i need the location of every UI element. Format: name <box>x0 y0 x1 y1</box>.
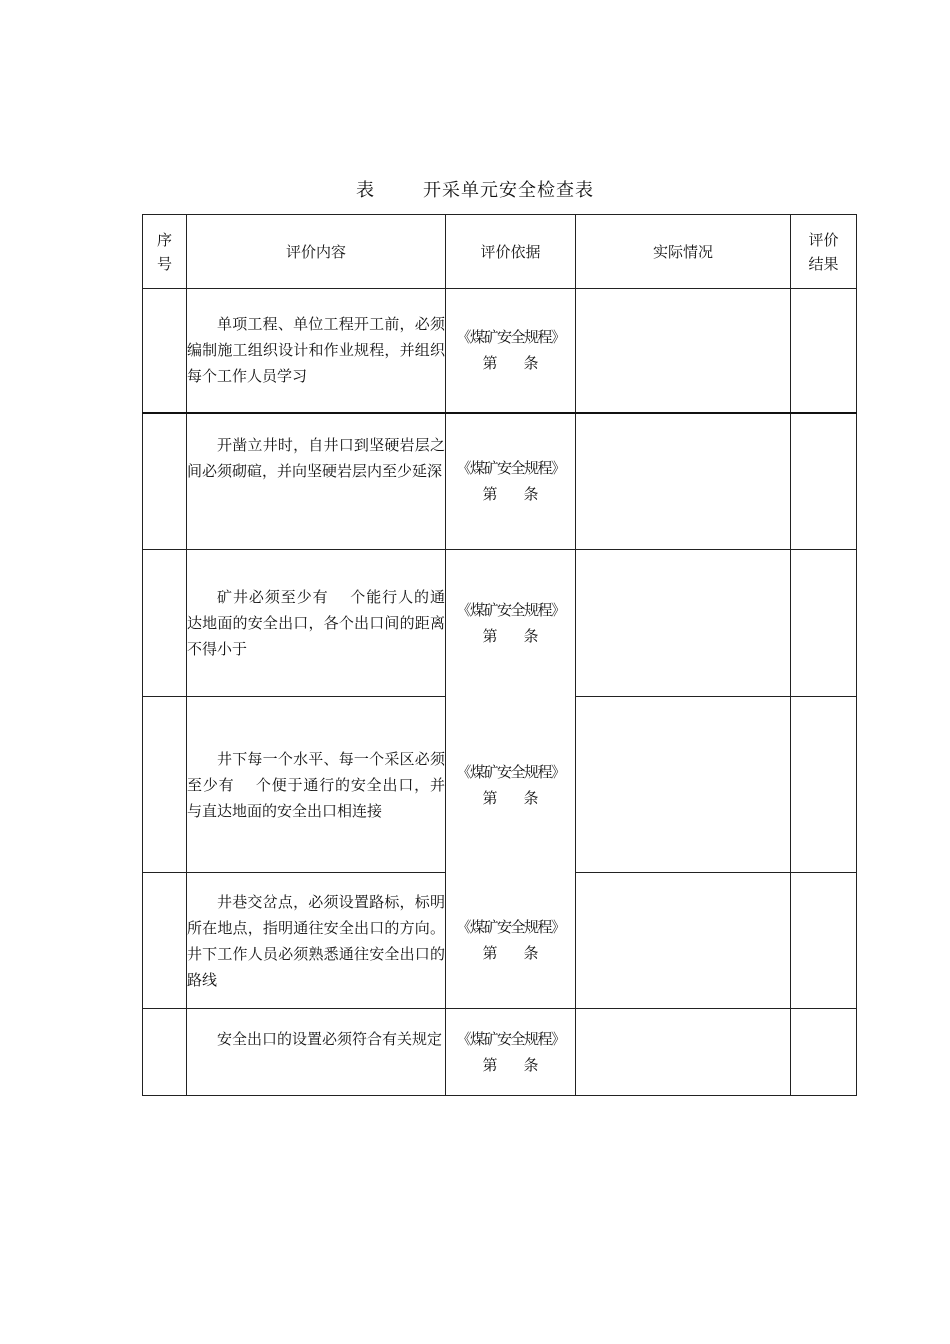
actual-cell <box>576 873 791 1009</box>
basis-article: 第 条 <box>482 788 539 807</box>
header-content: 评价内容 <box>187 215 446 289</box>
content-cell: 矿井必须至少有 个能行人的通达地面的安全出口，各个出口间的距离不得小于 <box>187 550 446 697</box>
header-result: 评价 结果 <box>791 215 857 289</box>
result-cell <box>791 413 857 550</box>
table-row <box>143 697 857 873</box>
basis-article: 第 条 <box>482 485 539 504</box>
basis-cell <box>446 873 576 1009</box>
result-cell <box>791 289 857 413</box>
seq-cell <box>143 697 187 873</box>
result-cell <box>791 1009 857 1096</box>
table-caption <box>0 176 950 202</box>
basis-cell <box>446 550 576 697</box>
header-basis: 评价依据 <box>446 215 576 289</box>
table-row <box>143 873 857 1009</box>
actual-cell <box>576 289 791 413</box>
seq-cell <box>143 1009 187 1096</box>
basis-standard: 《煤矿安全规程》 <box>456 918 565 937</box>
content-cell: 开凿立井时，自井口到坚硬岩层之间必须砌碹，并向坚硬岩层内至少延深 <box>187 413 446 550</box>
basis-standard: 《煤矿安全规程》 <box>456 328 565 347</box>
header-seq: 序 号 <box>143 215 187 289</box>
basis-standard: 《煤矿安全规程》 <box>456 1030 565 1048</box>
table-caption-title: 开采单元安全检查表 <box>423 180 594 201</box>
basis-standard: 《煤矿安全规程》 <box>456 762 565 781</box>
basis-cell <box>446 697 576 873</box>
actual-cell <box>576 550 791 697</box>
table-caption-prefix: 表 <box>356 180 375 201</box>
table-row <box>143 289 857 413</box>
basis-cell <box>446 289 576 413</box>
basis-article: 第 条 <box>482 627 539 646</box>
actual-cell <box>576 697 791 873</box>
header-actual: 实际情况 <box>576 215 791 289</box>
content-cell: 单项工程、单位工程开工前，必须编制施工组织设计和作业规程，并组织每个工作人员学习 <box>187 289 446 413</box>
table-row <box>143 413 857 550</box>
basis-standard: 《煤矿安全规程》 <box>456 459 565 478</box>
content-cell: 井下每一个水平、每一个采区必须至少有 个便于通行的安全出口，并与直达地面的安全出口相连接 <box>187 697 446 873</box>
basis-cell <box>446 413 576 550</box>
content-cell: 安全出口的设置必须符合有关规定 <box>187 1009 446 1096</box>
seq-cell <box>143 550 187 697</box>
result-cell <box>791 697 857 873</box>
seq-cell <box>143 873 187 1009</box>
basis-standard: 《煤矿安全规程》 <box>456 601 565 620</box>
table-header-row <box>143 215 857 289</box>
actual-cell <box>576 1009 791 1096</box>
result-cell <box>791 873 857 1009</box>
basis-article: 第 条 <box>482 1056 539 1074</box>
table-row <box>143 550 857 697</box>
basis-article: 第 条 <box>482 944 539 963</box>
basis-article: 第 条 <box>482 354 539 373</box>
table-row <box>143 1009 857 1096</box>
actual-cell <box>576 413 791 550</box>
seq-cell <box>143 289 187 413</box>
result-cell <box>791 550 857 697</box>
seq-cell <box>143 413 187 550</box>
content-cell: 井巷交岔点，必须设置路标，标明所在地点，指明通往安全出口的方向。井下工作人员必须熟悉通往安全出口的路线 <box>187 873 446 1009</box>
safety-check-table <box>142 214 857 1096</box>
basis-cell <box>446 1009 576 1096</box>
